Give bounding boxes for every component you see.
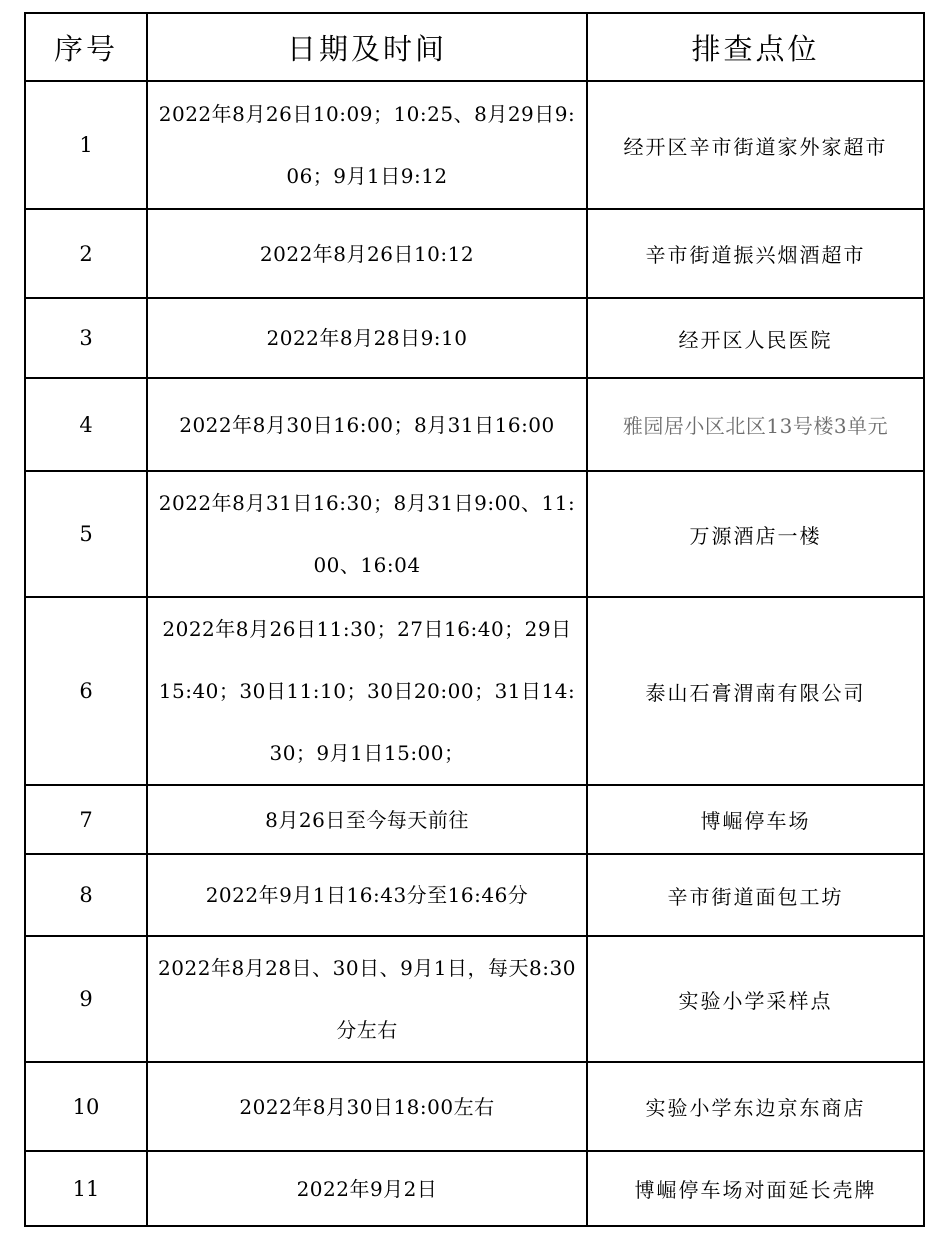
- row-place: 博崛停车场: [587, 785, 924, 854]
- table-row: [25, 471, 924, 597]
- row-place: 实验小学东边京东商店: [587, 1062, 924, 1151]
- row-place: 雅园居小区北区13号楼3单元: [587, 378, 924, 471]
- row-time: 2022年8月26日11:30；27日16:40；29日15:40；30日11:10；30日20:00；31日14:30；9月1日15:00；: [147, 597, 587, 785]
- table-row: [25, 378, 924, 471]
- table-row: [25, 785, 924, 854]
- row-time: 2022年8月26日10:09；10:25、8月29日9:06；9月1日9:12: [147, 81, 587, 209]
- row-index: 6: [25, 597, 147, 785]
- row-place: 实验小学采样点: [587, 936, 924, 1062]
- row-place: 泰山石膏渭南有限公司: [587, 597, 924, 785]
- row-time: 2022年9月1日16:43分至16:46分: [147, 854, 587, 936]
- header-time: 日期及时间: [147, 13, 587, 81]
- table-row: [25, 1062, 924, 1151]
- row-place: 辛市街道振兴烟酒超市: [587, 209, 924, 298]
- row-time: 2022年8月30日18:00左右: [147, 1062, 587, 1151]
- table-row: [25, 209, 924, 298]
- row-index: 4: [25, 378, 147, 471]
- row-time: 2022年8月26日10:12: [147, 209, 587, 298]
- row-index: 1: [25, 81, 147, 209]
- row-time: 2022年8月30日16:00；8月31日16:00: [147, 378, 587, 471]
- row-place: 万源酒店一楼: [587, 471, 924, 597]
- table-row: [25, 298, 924, 378]
- table-row: [25, 81, 924, 209]
- row-time: 8月26日至今每天前往: [147, 785, 587, 854]
- row-index: 11: [25, 1151, 147, 1226]
- header-place: 排查点位: [587, 13, 924, 81]
- row-place: 经开区辛市街道家外家超市: [587, 81, 924, 209]
- row-index: 9: [25, 936, 147, 1062]
- row-index: 8: [25, 854, 147, 936]
- row-index: 10: [25, 1062, 147, 1151]
- row-index: 5: [25, 471, 147, 597]
- row-place: 经开区人民医院: [587, 298, 924, 378]
- table-row: [25, 854, 924, 936]
- table-row: [25, 936, 924, 1062]
- row-time: 2022年8月31日16:30；8月31日9:00、11:00、16:04: [147, 471, 587, 597]
- row-index: 2: [25, 209, 147, 298]
- table-row: [25, 597, 924, 785]
- row-time: 2022年8月28日9:10: [147, 298, 587, 378]
- row-time: 2022年9月2日: [147, 1151, 587, 1226]
- row-index: 3: [25, 298, 147, 378]
- header-row: [25, 13, 924, 81]
- row-index: 7: [25, 785, 147, 854]
- investigation-locations-table: [24, 12, 925, 1227]
- row-place: 辛市街道面包工坊: [587, 854, 924, 936]
- row-place: 博崛停车场对面延长壳牌: [587, 1151, 924, 1226]
- table-row: [25, 1151, 924, 1226]
- row-time: 2022年8月28日、30日、9月1日，每天8:30分左右: [147, 936, 587, 1062]
- header-index: 序号: [25, 13, 147, 81]
